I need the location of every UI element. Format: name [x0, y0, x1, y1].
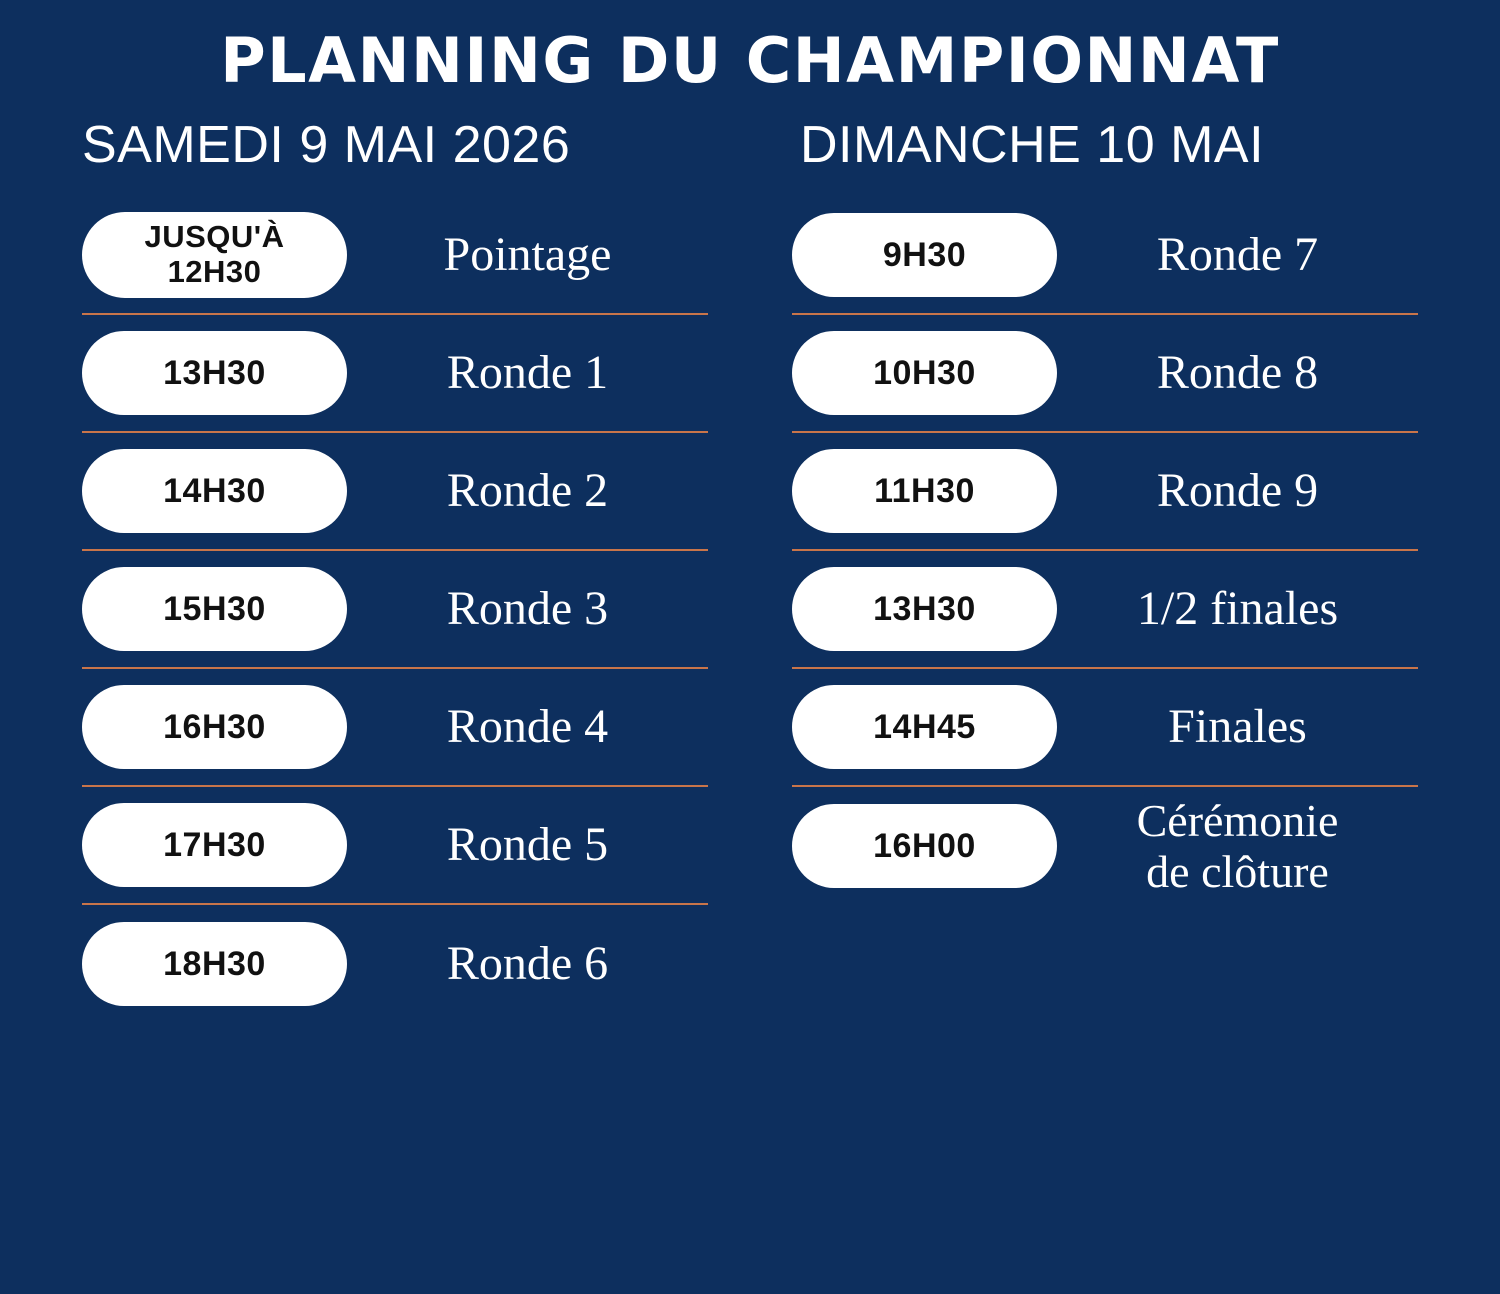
event-label: Ronde 3 [446, 582, 609, 636]
page-title: PLANNING DU CHAMPIONNAT [220, 24, 1280, 97]
schedule-row [792, 787, 1418, 905]
time-badge: 14H30 [82, 449, 347, 533]
event-label: Ronde 1 [446, 346, 609, 400]
day-title-sunday: DIMANCHE 10 MAI [800, 116, 1265, 175]
day-column-saturday [40, 115, 750, 1023]
event-label: 1/2 finales [1136, 582, 1339, 636]
event-label: Ronde 6 [446, 937, 609, 991]
event-label: Cérémonie de clôture [1136, 794, 1339, 898]
event-label: Pointage [443, 228, 612, 282]
schedule-list-sunday [792, 197, 1418, 905]
time-badge: 9H30 [792, 213, 1057, 297]
time-badge: 14H45 [792, 685, 1057, 769]
event-label: Ronde 9 [1156, 464, 1319, 518]
time-badge: 13H30 [82, 331, 347, 415]
schedule-row [82, 315, 708, 433]
schedule-row [792, 315, 1418, 433]
time-badge: 10H30 [792, 331, 1057, 415]
time-badge: 15H30 [82, 567, 347, 651]
schedule-row [792, 197, 1418, 315]
schedule-row [82, 787, 708, 905]
schedule-row [82, 433, 708, 551]
time-badge: 17H30 [82, 803, 347, 887]
event-label: Ronde 5 [446, 818, 609, 872]
event-label: Ronde 7 [1156, 228, 1319, 282]
schedule-row [792, 551, 1418, 669]
schedule-row [792, 433, 1418, 551]
day-column-sunday [750, 115, 1460, 1023]
time-badge: 11H30 [792, 449, 1057, 533]
schedule-row [82, 905, 708, 1023]
day-title-saturday: SAMEDI 9 MAI 2026 [82, 116, 571, 175]
schedule-row [82, 197, 708, 315]
schedule-row [792, 669, 1418, 787]
time-badge: 13H30 [792, 567, 1057, 651]
schedule-columns [0, 115, 1500, 1023]
event-label: Ronde 2 [446, 464, 609, 518]
event-label: Finales [1168, 700, 1307, 754]
time-badge: JUSQU'À 12H30 [82, 212, 347, 297]
schedule-row [82, 551, 708, 669]
time-badge: 16H30 [82, 685, 347, 769]
schedule-row [82, 669, 708, 787]
time-badge: 18H30 [82, 922, 347, 1006]
event-label: Ronde 4 [446, 700, 609, 754]
time-badge: 16H00 [792, 804, 1057, 888]
schedule-list-saturday [82, 197, 708, 1023]
event-label: Ronde 8 [1156, 346, 1319, 400]
